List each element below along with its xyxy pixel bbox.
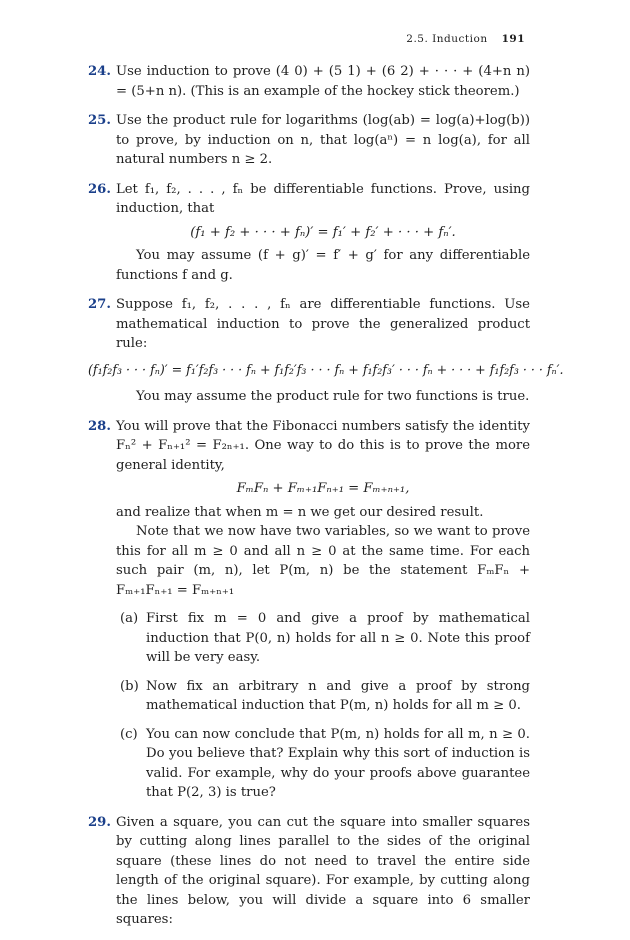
problem-25 — [88, 111, 530, 170]
problem-text: Given a square, you can cut the square into smaller squares by cutting along lines parallel to the sides of the original square (these lines do not need to travel the entire side length of the original square). For example, by cutting along the lines below, you will divide a square into 6 smaller squares: — [116, 814, 530, 927]
problem-note: You may assume the product rule for two functions is true. — [136, 389, 530, 404]
display-formula: (f₁ + f₂ + · · · + fₙ)′ = f₁′ + f₂′ + · · · + fₙ′. — [190, 224, 456, 240]
problem-text: Let f₁, f₂, . . . , fₙ be differentiable functions. Prove, using induction, that — [116, 181, 530, 216]
problem-number: 29. — [88, 814, 111, 830]
problem-note: and realize that when m = n we get our desired result. — [116, 504, 484, 520]
problem-number: 24. — [88, 64, 111, 79]
subpart-label: (b) — [120, 678, 139, 694]
problem-29 — [88, 813, 530, 930]
subpart-text: You can now conclude that P(m, n) holds for all m, n ≥ 0. Do you believe that? Explain why this sort of induction is valid. For example, why do your proofs above guarantee that P(2, 3) is true? — [146, 726, 530, 800]
subpart-text: Now fix an arbitrary n and give a proof by strong mathematical induction that P(m, n) holds for all m ≥ 0. — [146, 678, 530, 713]
section-title: 2.5. Induction — [406, 33, 488, 45]
subpart-a — [116, 609, 530, 668]
problem-list — [88, 62, 564, 940]
problem-28 — [88, 417, 530, 803]
problem-text: You will prove that the Fibonacci numbers satisfy the identity Fₙ² + Fₙ₊₁² = F₂ₙ₊₁. One way to do this is to prove the more general identity, — [116, 418, 530, 473]
problem-number: 26. — [88, 181, 111, 197]
subpart-c — [116, 725, 530, 803]
subpart-text: First fix m = 0 and give a proof by mathematical induction that P(0, n) holds for all n ≥ 0. Note this proof will be very easy. — [146, 611, 530, 665]
problem-number: 25. — [88, 113, 111, 128]
problem-text: Use the product rule for logarithms (log(ab) = log(a)+log(b)) to prove, by induction on n, that log(aⁿ) = n log(a), for all natural numbers n ≥ 2. — [116, 113, 530, 167]
problem-note-2: Note that we now have two variables, so we want to prove this for all m ≥ 0 and all n ≥ 0 at the same time. For each such pair (m, n), let P(m, n) be the statement FₘFₙ + Fₘ₊₁Fₙ₊₁ = Fₘ₊ₙ₊₁ — [116, 524, 530, 598]
problem-27 — [88, 295, 564, 407]
problem-number: 27. — [88, 297, 111, 312]
subpart-label: (c) — [120, 726, 138, 742]
problem-text: Use induction to prove (4 0) + (5 1) + (6 2) + · · · + (4+n n) = (5+n n). (This is an example of the hockey stick theorem.) — [116, 64, 530, 99]
display-formula: FₘFₙ + Fₘ₊₁Fₙ₊₁ = Fₘ₊ₙ₊₁, — [236, 481, 410, 496]
problem-24 — [88, 62, 530, 101]
problem-note: You may assume (f + g)′ = f′ + g′ for any differentiable functions f and g. — [116, 248, 530, 283]
problem-number: 28. — [88, 418, 111, 434]
display-formula: (f₁f₂f₃ · · · fₙ)′ = f₁′f₂f₃ · · · fₙ + f₁f₂′f₃ · · · fₙ + f₁f₂f₃′ · · · fₙ + · · · + f₁f₂f₃ · · · fₙ′. — [88, 361, 564, 377]
subpart-label: (a) — [120, 611, 139, 626]
problem-text: Suppose f₁, f₂, . . . , fₙ are differentiable functions. Use mathematical induction to prove the generalized product rule: — [116, 297, 530, 351]
problem-26 — [88, 180, 530, 286]
running-header — [406, 33, 525, 45]
page-number: 191 — [501, 33, 525, 45]
subpart-b — [116, 677, 530, 716]
